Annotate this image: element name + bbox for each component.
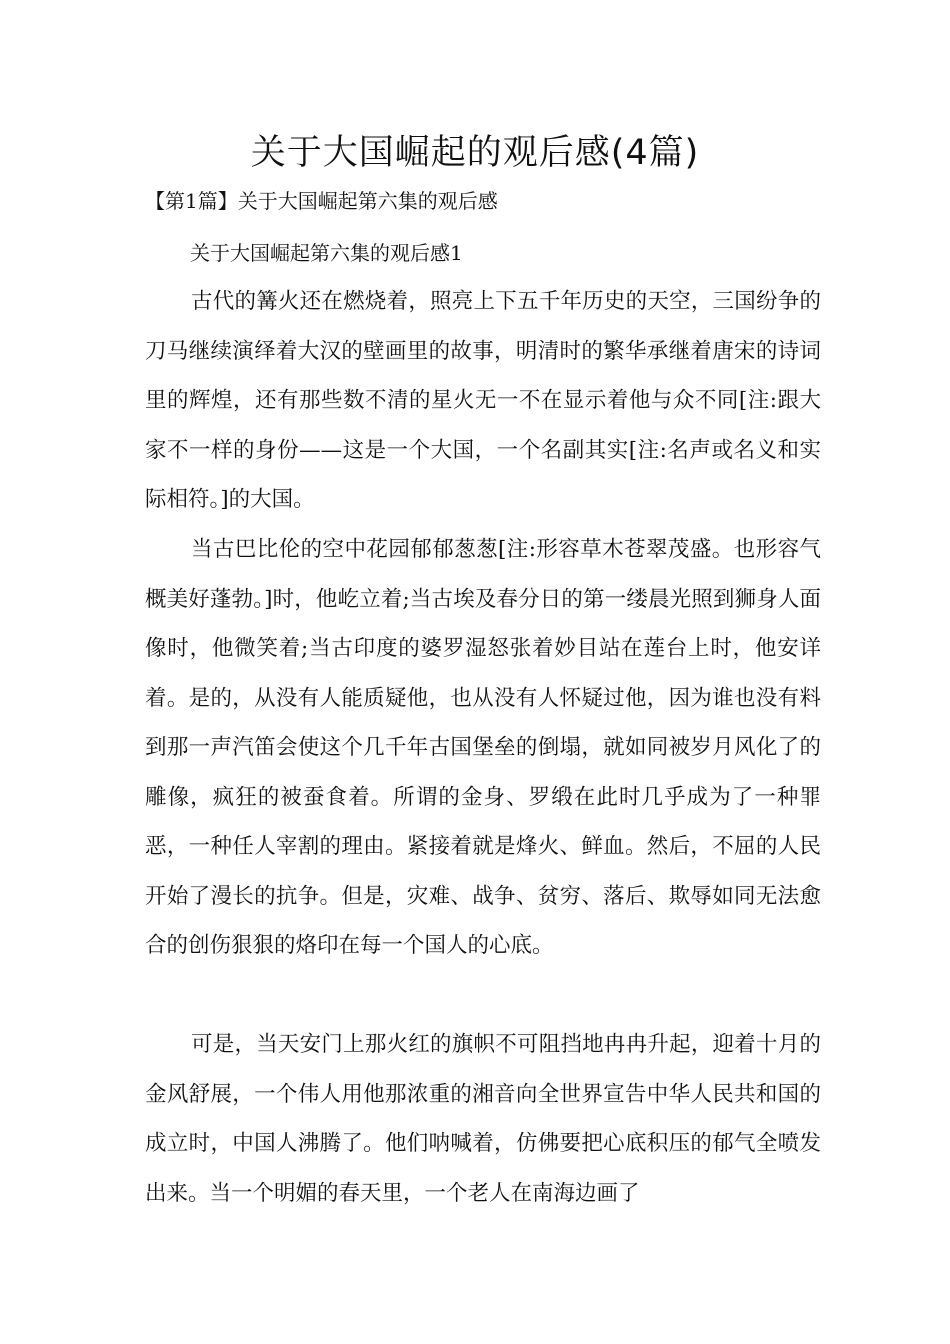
- document-title: 关于大国崛起的观后感(4篇): [250, 133, 700, 173]
- paragraph-3: 可是，当天安门上那火红的旗帜不可阻挡地冉冉升起，迎着十月的金风舒展，一个伟人用他那浓重的湘音向全世界宣告中华人民共和国的成立时，中国人沸腾了。他们呐喊着，仿佛要把心底积压的郁气全喷发出来。当一个明媚的春天里，一个老人在南海边画了: [145, 1032, 821, 1206]
- paragraph-2: 当古巴比伦的空中花园郁郁葱葱[注:形容草木苍翠茂盛。也形容气概美好蓬勃。]时，他屹立着;当古埃及春分日的第一缕晨光照到狮身人面像时，他微笑着;当古印度的婆罗湿怒张着妙目站在莲台上时，他安详着。是的，从没有人能质疑他，也从没有人怀疑过他，因为谁也没有料到那一声汽笛会使这个几千年古国堡垒的倒塌，就如同被岁月风化了的雕像，疯狂的被蚕食着。所谓的金身、罗缎在此时几乎成为了一种罪恶，一种任人宰割的理由。紧接着就是烽火、鲜血。然后，不屈的人民开始了漫长的抗争。但是，灾难、战争、贫穷、落后、欺辱如同无法愈合的创伤狠狠的烙印在每一个国人的心底。: [145, 537, 821, 958]
- subheading: 关于大国崛起第六集的观后感1: [190, 241, 463, 265]
- paragraph-1: 古代的篝火还在燃烧着，照亮上下五千年历史的天空，三国纷争的刀马继续演绎着大汉的壁画里的故事，明清时的繁华承继着唐宋的诗词里的辉煌，还有那些数不清的星火无一不在显示着他与众不同[注:跟大家不一样的身份——这是一个大国，一个名副其实[注:名声或名义和实际相符。]的大国。: [145, 289, 821, 512]
- section-heading: 【第1篇】关于大国崛起第六集的观后感: [145, 189, 498, 213]
